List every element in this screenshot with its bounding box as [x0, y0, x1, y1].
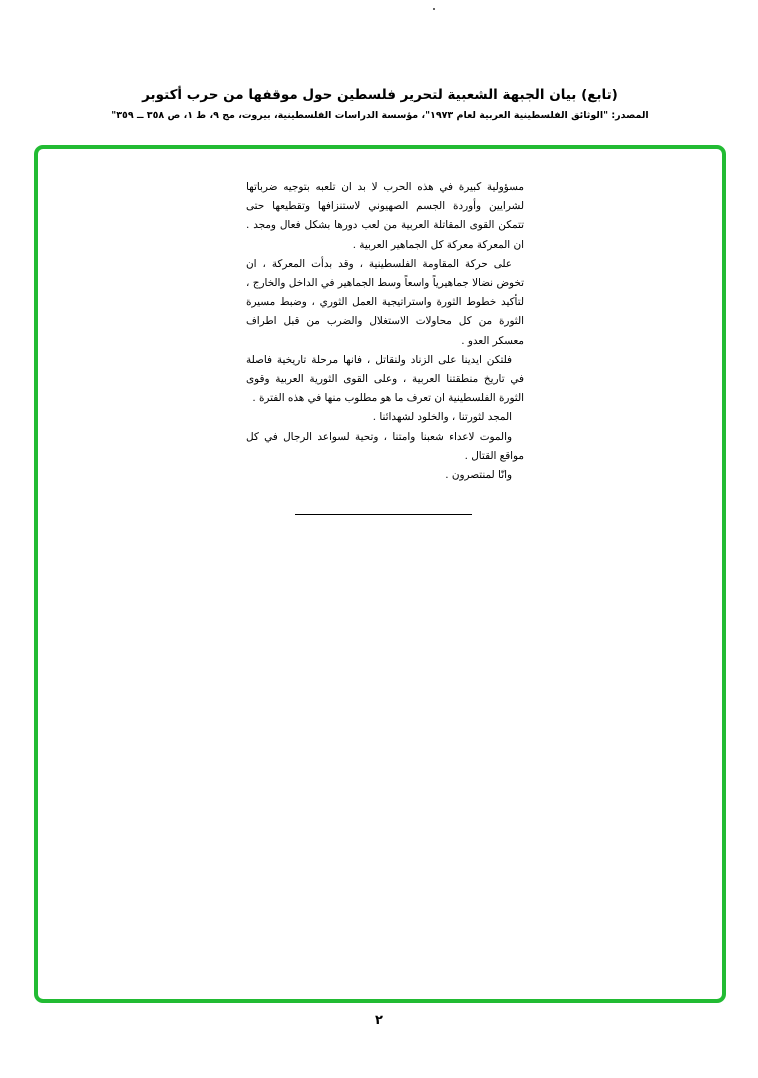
paragraph-glory: المجد لثورتنا ، والخلود لشهدائنا . — [372, 411, 512, 424]
source-citation: المصدر: "الوثائق الفلسطينية العربية لعام ١٩٧٣"، مؤسسة الدراسات الفلسطينية، بيروت، مج ٩، ط ١، ص ٣٥٨ ــ ٣٥٩" — [111, 110, 649, 121]
paragraph-call-to-fight: فلتكن ايدينا على الزناد ولنقاتل ، فانها مرحلة تاريخية فاصلة في تاريخ منطقتنا العربية ، وعلى القوى الثورية العربية وقوى الثورة الفلسطينية ان تعرف ما هو مطلوب منها في هذه الفترة . — [246, 353, 524, 405]
scan-speck — [433, 8, 435, 10]
page-number: ٢ — [375, 1013, 383, 1028]
end-divider-line — [295, 514, 472, 515]
statement-body — [246, 178, 524, 485]
document-title: (تابع) بيان الجبهة الشعبية لتحرير فلسطين حول موقفها من حرب أكتوبر — [142, 87, 618, 103]
paragraph-death-to-enemies: والموت لاعداء شعبنا وامتنا ، وتحية لسواعد الرجال في كل مواقع القتال . — [246, 430, 524, 462]
paragraph-victory: وانّا لمنتصرون . — [445, 469, 512, 482]
paragraph-responsibility: مسؤولية كبيرة في هذه الحرب لا بد ان تلعبه بتوجيه ضرباتها لشرايين وأوردة الجسم الصهيوني لاستنزافها وتقطيعها حتى تتمكن القوى المقاتلة العربية من لعب دورها بشكل فعال ومجد . ان المعركة معركة كل الجماهير العربية . — [246, 181, 524, 251]
paragraph-resistance-movement: على حركة المقاومة الفلسطينية ، وقد بدأت المعركة ، ان تخوض نضالا جماهيرياً واسعاً وسط الجماهير في الداخل والخارج ، لتأكيد خطوط الثورة واستراتيجية العمل الثوري ، وضبط مسيرة الثورة من كل محاولات الاستغلال والضرب من قبل اطراف معسكر العدو . — [246, 257, 524, 347]
